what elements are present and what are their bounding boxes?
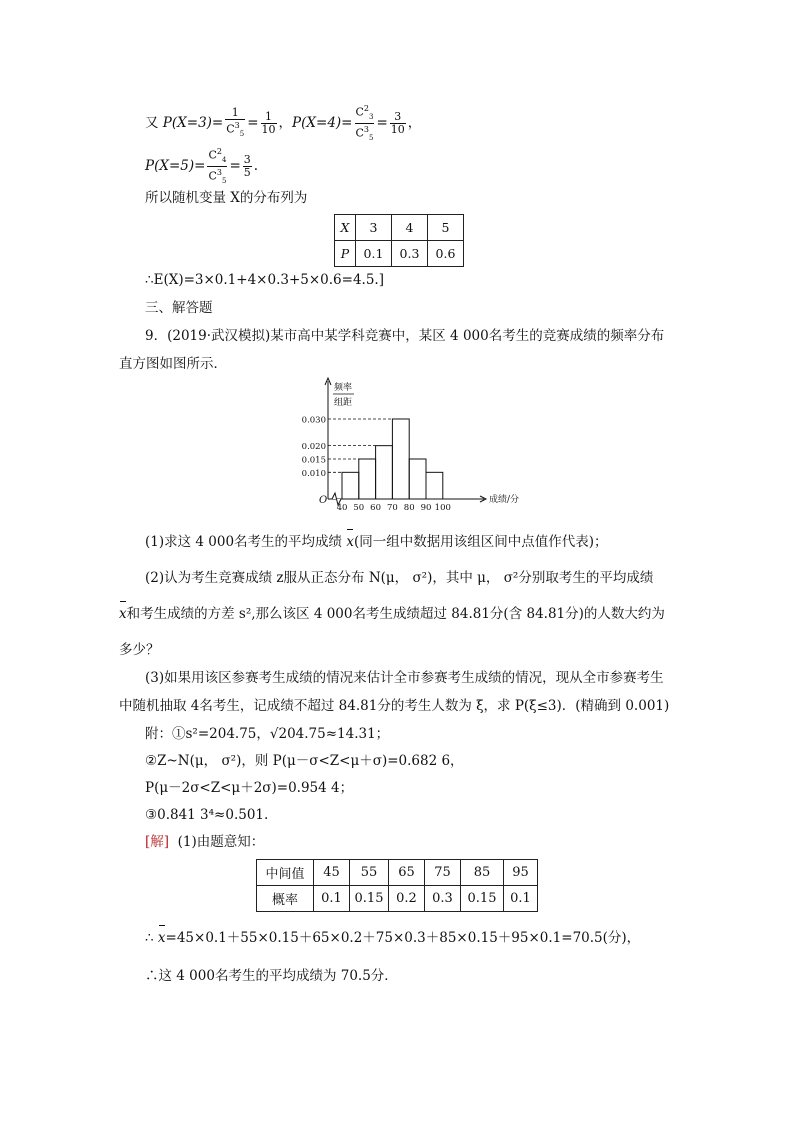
solution-tag: [解] bbox=[145, 834, 170, 850]
y-tick-label-0.010: 0.010 bbox=[301, 468, 326, 479]
solution-intro: [解] (1)由题意知： bbox=[145, 834, 265, 850]
note-1: 附：①s²=204.75，√204.75≈14.31； bbox=[145, 726, 390, 742]
table-cell: 0.3 bbox=[425, 886, 461, 912]
x-tick-label-50: 50 bbox=[353, 503, 365, 513]
x-tick-label-60: 60 bbox=[370, 503, 382, 513]
question-1: (1)求这 4 000名考生的平均成绩 x(同一组中数据用该组区间中点值作代表)； bbox=[145, 534, 608, 550]
table-cell: 0.1 bbox=[314, 886, 350, 912]
histogram-bar-60-70 bbox=[376, 446, 393, 499]
table-cell: 0.15 bbox=[350, 886, 389, 912]
x-tick-label-100: 100 bbox=[434, 503, 451, 513]
table-cell: 概率 bbox=[257, 886, 314, 912]
table-cell: 0.1 bbox=[504, 886, 538, 912]
dist-intro: 所以随机变量 X的分布列为 bbox=[145, 190, 308, 206]
note-3: P(μ－2σ<Z<μ＋2σ)=0.954 4； bbox=[145, 780, 354, 796]
x-tick-label-90: 90 bbox=[420, 503, 432, 513]
histogram-chart bbox=[292, 375, 554, 515]
table-cell: X bbox=[335, 215, 356, 241]
note-2: ②Z~N(μ， σ²)，则 P(μ－σ<Z<μ＋σ)=0.682 6， bbox=[145, 753, 464, 769]
x-tick-label-40: 40 bbox=[336, 503, 348, 513]
prob-line-2: P(X=5)= $\frac{C^2_4}{C^3_5}$ = $\frac{3}{5}$ . bbox=[145, 147, 259, 185]
x-tick-label-80: 80 bbox=[403, 503, 415, 513]
y-tick-label-0.030: 0.030 bbox=[301, 415, 326, 426]
y-label-bottom: 组距 bbox=[334, 398, 353, 408]
table-row bbox=[335, 215, 464, 241]
x-bar-symbol: x bbox=[157, 930, 166, 946]
table-cell: 3 bbox=[356, 215, 392, 241]
histogram-bar-40-50 bbox=[342, 472, 359, 499]
table-cell: P bbox=[335, 241, 356, 267]
table-cell: 95 bbox=[504, 860, 538, 886]
table-cell: 45 bbox=[314, 860, 350, 886]
question-2-line-1: (2)认为考生竞赛成绩 z服从正态分布 N(μ， σ²)，其中 μ， σ²分别取考生的平均成绩 bbox=[145, 570, 654, 586]
table-row bbox=[257, 860, 538, 886]
table-cell: 0.6 bbox=[428, 241, 464, 267]
histogram-bar-90-100 bbox=[426, 472, 443, 499]
p5-lhs: P(X=5)= bbox=[145, 157, 206, 174]
origin-label: O bbox=[319, 495, 328, 506]
table-cell: 65 bbox=[389, 860, 425, 886]
x-tick-label-70: 70 bbox=[386, 503, 398, 513]
y-label-top: 频率 bbox=[334, 383, 353, 393]
problem-line-2: 直方图如图所示． bbox=[119, 356, 227, 372]
p3-frac2: $\frac{1}{10}$ bbox=[261, 109, 276, 136]
table-row bbox=[257, 886, 538, 912]
p4-frac2: $\frac{3}{10}$ bbox=[390, 109, 405, 136]
question-2-line-3: 多少？ bbox=[119, 642, 160, 658]
p4-frac1: $\frac{C^2_3}{C^3_5}$ bbox=[355, 104, 374, 142]
table-cell: 0.2 bbox=[389, 886, 425, 912]
histogram-bar-70-80 bbox=[392, 419, 409, 499]
prob-line-1: 又 P(X=3)= $\frac{1}{C^3_5}$ = $\frac{1}{10}$ ，P(X=4)= $\frac{C^2_3}{C^3_5}$ = $\frac{3}{10}$ ， bbox=[145, 104, 422, 142]
y-tick-label-0.020: 0.020 bbox=[301, 442, 326, 453]
table-cell: 75 bbox=[425, 860, 461, 886]
histogram-bar-50-60 bbox=[359, 459, 376, 499]
p5-frac1: $\frac{C^2_4}{C^3_5}$ bbox=[208, 147, 227, 185]
p3-lhs: P(X=3)= bbox=[162, 114, 224, 131]
problem-line-1: 9．(2019·武汉模拟)某市高中某学科竞赛中，某区 4 000名考生的竞赛成绩的频率分布 bbox=[145, 328, 665, 344]
table-cell: 5 bbox=[428, 215, 464, 241]
question-3-line-1: (3)如果用该区参赛考生成绩的情况来估计全市参赛考生成绩的情况，现从全市参赛考生 bbox=[145, 670, 664, 686]
table-cell: 0.1 bbox=[356, 241, 392, 267]
table-cell: 85 bbox=[461, 860, 504, 886]
chart-layer bbox=[302, 378, 519, 513]
section-title: 三、解答题 bbox=[145, 300, 213, 316]
table-cell: 0.3 bbox=[392, 241, 428, 267]
x-axis-label: 成绩/分 bbox=[489, 495, 520, 505]
question-2-line-2: x和考生成绩的方差 s²,那么该区 4 000名考生成绩超过 84.81分(含 84.81分)的人数大约为 bbox=[119, 606, 665, 622]
table-cell: 中间值 bbox=[257, 860, 314, 886]
table-cell: 0.15 bbox=[461, 886, 504, 912]
conclusion: ∴这 4 000名考生的平均成绩为 70.5分． bbox=[145, 968, 398, 984]
p3-frac1: $\frac{1}{C^3_5}$ bbox=[226, 105, 245, 138]
x-bar-symbol: x bbox=[346, 534, 354, 550]
expectation-line: ∴E(X)=3×0.1+4×0.3+5×0.6=4.5.] bbox=[145, 272, 384, 288]
y-tick-label-0.015: 0.015 bbox=[301, 455, 326, 466]
note-4: ③0.841 3⁴≈0.501. bbox=[145, 807, 269, 823]
mean-calculation: ∴ x=45×0.1＋55×0.15＋65×0.2＋75×0.3＋85×0.15＋95×0.1=70.5(分)， bbox=[145, 930, 641, 946]
table-row bbox=[335, 241, 464, 267]
distribution-table bbox=[334, 214, 464, 267]
p4-lhs: P(X=4)= bbox=[292, 114, 353, 131]
midpoint-table bbox=[256, 859, 538, 912]
question-3-line-2: 中随机抽取 4名考生，记成绩不超过 84.81分的考生人数为 ξ，求 P(ξ≤3)．(精确到 0.001) bbox=[119, 698, 670, 714]
table-cell: 4 bbox=[392, 215, 428, 241]
x-bar-symbol: x bbox=[119, 606, 127, 622]
histogram-bar-80-90 bbox=[409, 459, 426, 499]
table-cell: 55 bbox=[350, 860, 389, 886]
p5-frac2: $\frac{3}{5}$ bbox=[243, 152, 251, 179]
